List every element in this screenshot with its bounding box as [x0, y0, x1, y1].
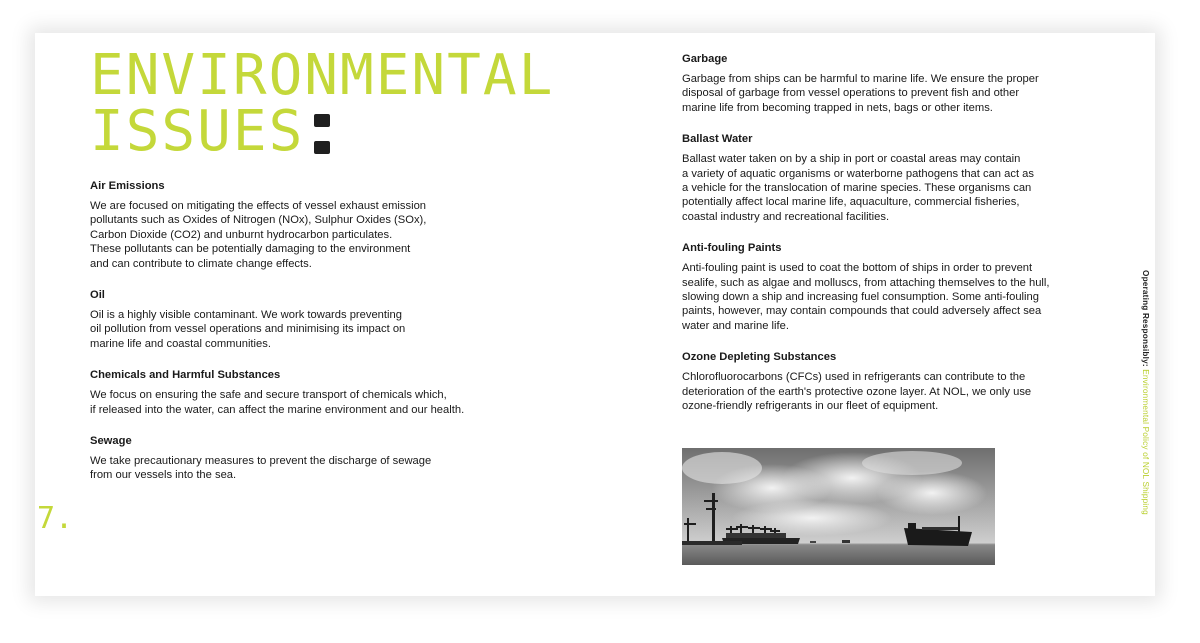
section-heading: Garbage — [682, 53, 728, 65]
section-heading: Oil — [90, 289, 105, 302]
harbour-ship-photo — [682, 448, 995, 565]
side-running-header — [1141, 270, 1150, 515]
section-body: We focus on ensuring the safe and secure transport of chemicals which, if released into the water, can affect the marine environment and our health. — [90, 389, 465, 416]
section-heading: Ozone Depleting Substances — [682, 351, 837, 364]
title-line-1: ENVIRONMENTAL — [90, 43, 555, 108]
section-ballast-water — [682, 132, 1102, 224]
section-heading: Chemicals and Harmful Substances — [90, 369, 281, 382]
section-chemicals — [90, 368, 530, 417]
harbour-photo-graphic — [682, 448, 995, 565]
section-body: Oil is a highly visible contaminant. We work towards preventing oil pollution from vessel operations and minimising its impact on marine life and coastal communities. — [90, 309, 406, 350]
section-heading: Sewage — [90, 435, 132, 448]
side-label-section: Operating Responsibly: — [1141, 270, 1150, 367]
right-column — [682, 52, 1102, 431]
section-heading: Ballast Water — [682, 133, 753, 146]
side-label-subtitle: Environmental Policy of NOL Shipping — [1141, 366, 1150, 515]
section-anti-fouling — [682, 241, 1102, 333]
title-line-2-text: ISSUES — [90, 99, 305, 164]
section-body: We take precautionary measures to prevent the discharge of sewage from our vessels into the sea. — [90, 455, 432, 482]
section-garbage — [682, 52, 1102, 115]
section-ozone — [682, 350, 1102, 413]
left-column — [90, 179, 530, 500]
page-number: 7. — [37, 501, 74, 536]
section-body: Chlorofluorocarbons (CFCs) used in refrigerants can contribute to the deterioration of the earth's protective ozone layer. At NOL, we only use ozone-friendly refrigerants in our fleet of equipment. — [682, 371, 1032, 413]
section-heading: Air Emissions — [90, 180, 165, 192]
section-air-emissions — [90, 179, 530, 271]
colon-mark-icon — [314, 114, 330, 154]
section-heading: Anti-fouling Paints — [682, 242, 782, 255]
section-body: We are focused on mitigating the effects of vessel exhaust emission pollutants such as Oxides of Nitrogen (NOx), Sulphur Oxides (SOx), Carbon Dioxide (CO2) and unburnt hydrocarbon particulates. These pollutants can be potentially damaging to the environment and can contribute to climate change effects. — [90, 200, 427, 270]
section-body: Garbage from ships can be harmful to marine life. We ensure the proper disposal of garbage from vessel operations to prevent fish and other marine life from becoming trapped in nets, bags or other items. — [682, 73, 1039, 114]
section-sewage — [90, 434, 530, 483]
page-title — [90, 43, 555, 164]
section-body: Ballast water taken on by a ship in port or coastal areas may contain a variety of aquatic organisms or waterborne pathogens that can act as a vehicle for the translocation of marine species. These organisms can potentially affect local marine life, aquaculture, commercial fisheries, coastal industry and recreational facilities. — [682, 153, 1034, 223]
section-oil — [90, 288, 530, 351]
title-line-2 — [90, 99, 554, 164]
section-body: Anti-fouling paint is used to coat the bottom of ships in order to prevent sealife, such as algae and molluscs, from attaching themselves to the hull, slowing down a ship and increasing fuel consumption. Some anti-fouling paints, however, may contain compounds that could adversely affect sea water and marine life. — [682, 262, 1050, 332]
